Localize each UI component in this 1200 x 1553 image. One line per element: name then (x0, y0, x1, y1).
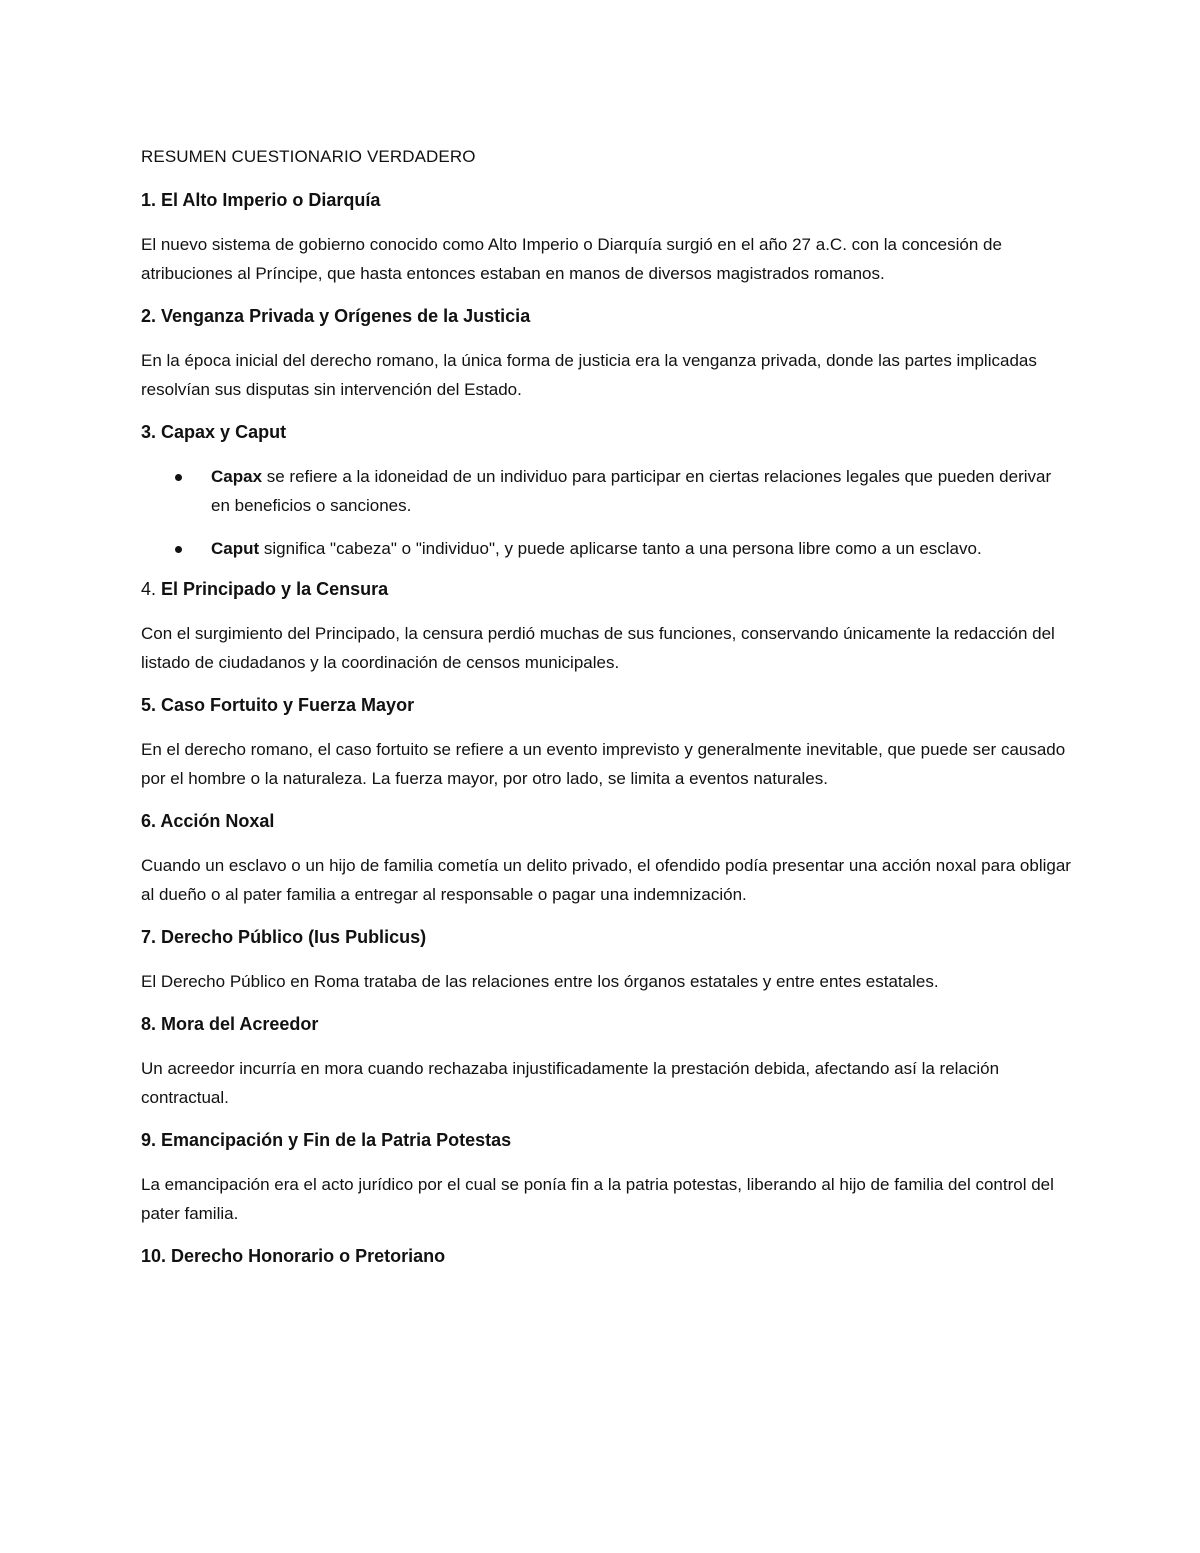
section-body-4: Con el surgimiento del Principado, la censura perdió muchas de sus funciones, conservando únicamente la redacción del listado de ciudadanos y la coordinación de censos municipales. (141, 624, 1055, 672)
section-heading-6 (141, 809, 1071, 833)
section-number: 8. (141, 1014, 157, 1034)
section-heading-7 (141, 925, 1071, 949)
section-heading-8 (141, 1012, 1071, 1036)
section-heading-10 (141, 1244, 1071, 1268)
section-title: Mora del Acreedor (161, 1014, 319, 1034)
bullet-dot-icon (175, 474, 182, 481)
section-heading-4 (141, 577, 1071, 601)
list-item-capax (141, 462, 1071, 520)
bullet-text: se refiere a la idoneidad de un individuo para participar en ciertas relaciones legales que pueden derivar en beneficios o sanciones. (211, 467, 1052, 515)
section-title: El Alto Imperio o Diarquía (161, 190, 381, 210)
section-number: 3. (141, 422, 157, 442)
section-number: 5. (141, 695, 157, 715)
section-heading-1 (141, 188, 1071, 212)
section-heading-9 (141, 1128, 1071, 1152)
section-number: 2. (141, 306, 157, 326)
section-title: Capax y Caput (161, 422, 287, 442)
section-number: 7. (141, 927, 157, 947)
section-number: 4. (141, 579, 157, 599)
section-number: 6. (141, 811, 157, 831)
section-heading-5 (141, 693, 1071, 717)
section-body-6: Cuando un esclavo o un hijo de familia cometía un delito privado, el ofendido podía presentar una acción noxal para obligar al dueño o al pater familia a entregar al responsable o pagar una indemnización. (141, 856, 1071, 904)
section-body-1: El nuevo sistema de gobierno conocido como Alto Imperio o Diarquía surgió en el año 27 a.C. con la concesión de atribuciones al Príncipe, que hasta entonces estaban en manos de diversos magistrados romanos. (141, 235, 1002, 283)
section-title: Derecho Honorario o Pretoriano (171, 1246, 446, 1266)
bullet-term: Capax (211, 467, 263, 486)
document-page (141, 146, 1071, 1286)
section-heading-2 (141, 304, 1071, 328)
section-body-8: Un acreedor incurría en mora cuando rechazaba injustificadamente la prestación debida, afectando así la relación contractual. (141, 1059, 1000, 1107)
section-title: Venganza Privada y Orígenes de la Justicia (161, 306, 531, 326)
section-heading-3 (141, 420, 1071, 444)
bullet-dot-icon (175, 546, 182, 553)
section-number: 9. (141, 1130, 157, 1150)
section-body-5: En el derecho romano, el caso fortuito se refiere a un evento imprevisto y generalmente inevitable, que puede ser causado por el hombre o la naturaleza. La fuerza mayor, por otro lado, se limita a eventos naturales. (141, 740, 1066, 788)
section-body-9: La emancipación era el acto jurídico por el cual se ponía fin a la patria potestas, liberando al hijo de familia del control del pater familia. (141, 1175, 1054, 1223)
bullet-term: Caput (211, 539, 260, 558)
section-title: Caso Fortuito y Fuerza Mayor (161, 695, 415, 715)
section-title: Emancipación y Fin de la Patria Potestas (161, 1130, 512, 1150)
section-number: 1. (141, 190, 157, 210)
section-number: 10. (141, 1246, 167, 1266)
bullet-text: significa "cabeza" o "individuo", y puede aplicarse tanto a una persona libre como a un esclavo. (259, 539, 982, 558)
bullet-list (141, 462, 1071, 563)
list-item-caput (141, 534, 1071, 563)
section-body-7: El Derecho Público en Roma trataba de las relaciones entre los órganos estatales y entre entes estatales. (141, 972, 939, 991)
section-title: Derecho Público (Ius Publicus) (161, 927, 427, 947)
section-body-2: En la época inicial del derecho romano, la única forma de justicia era la venganza privada, donde las partes implicadas resolvían sus disputas sin intervención del Estado. (141, 351, 1037, 399)
section-title: Acción Noxal (160, 811, 275, 831)
document-title: RESUMEN CUESTIONARIO VERDADERO (141, 147, 476, 166)
section-title: El Principado y la Censura (161, 579, 389, 599)
